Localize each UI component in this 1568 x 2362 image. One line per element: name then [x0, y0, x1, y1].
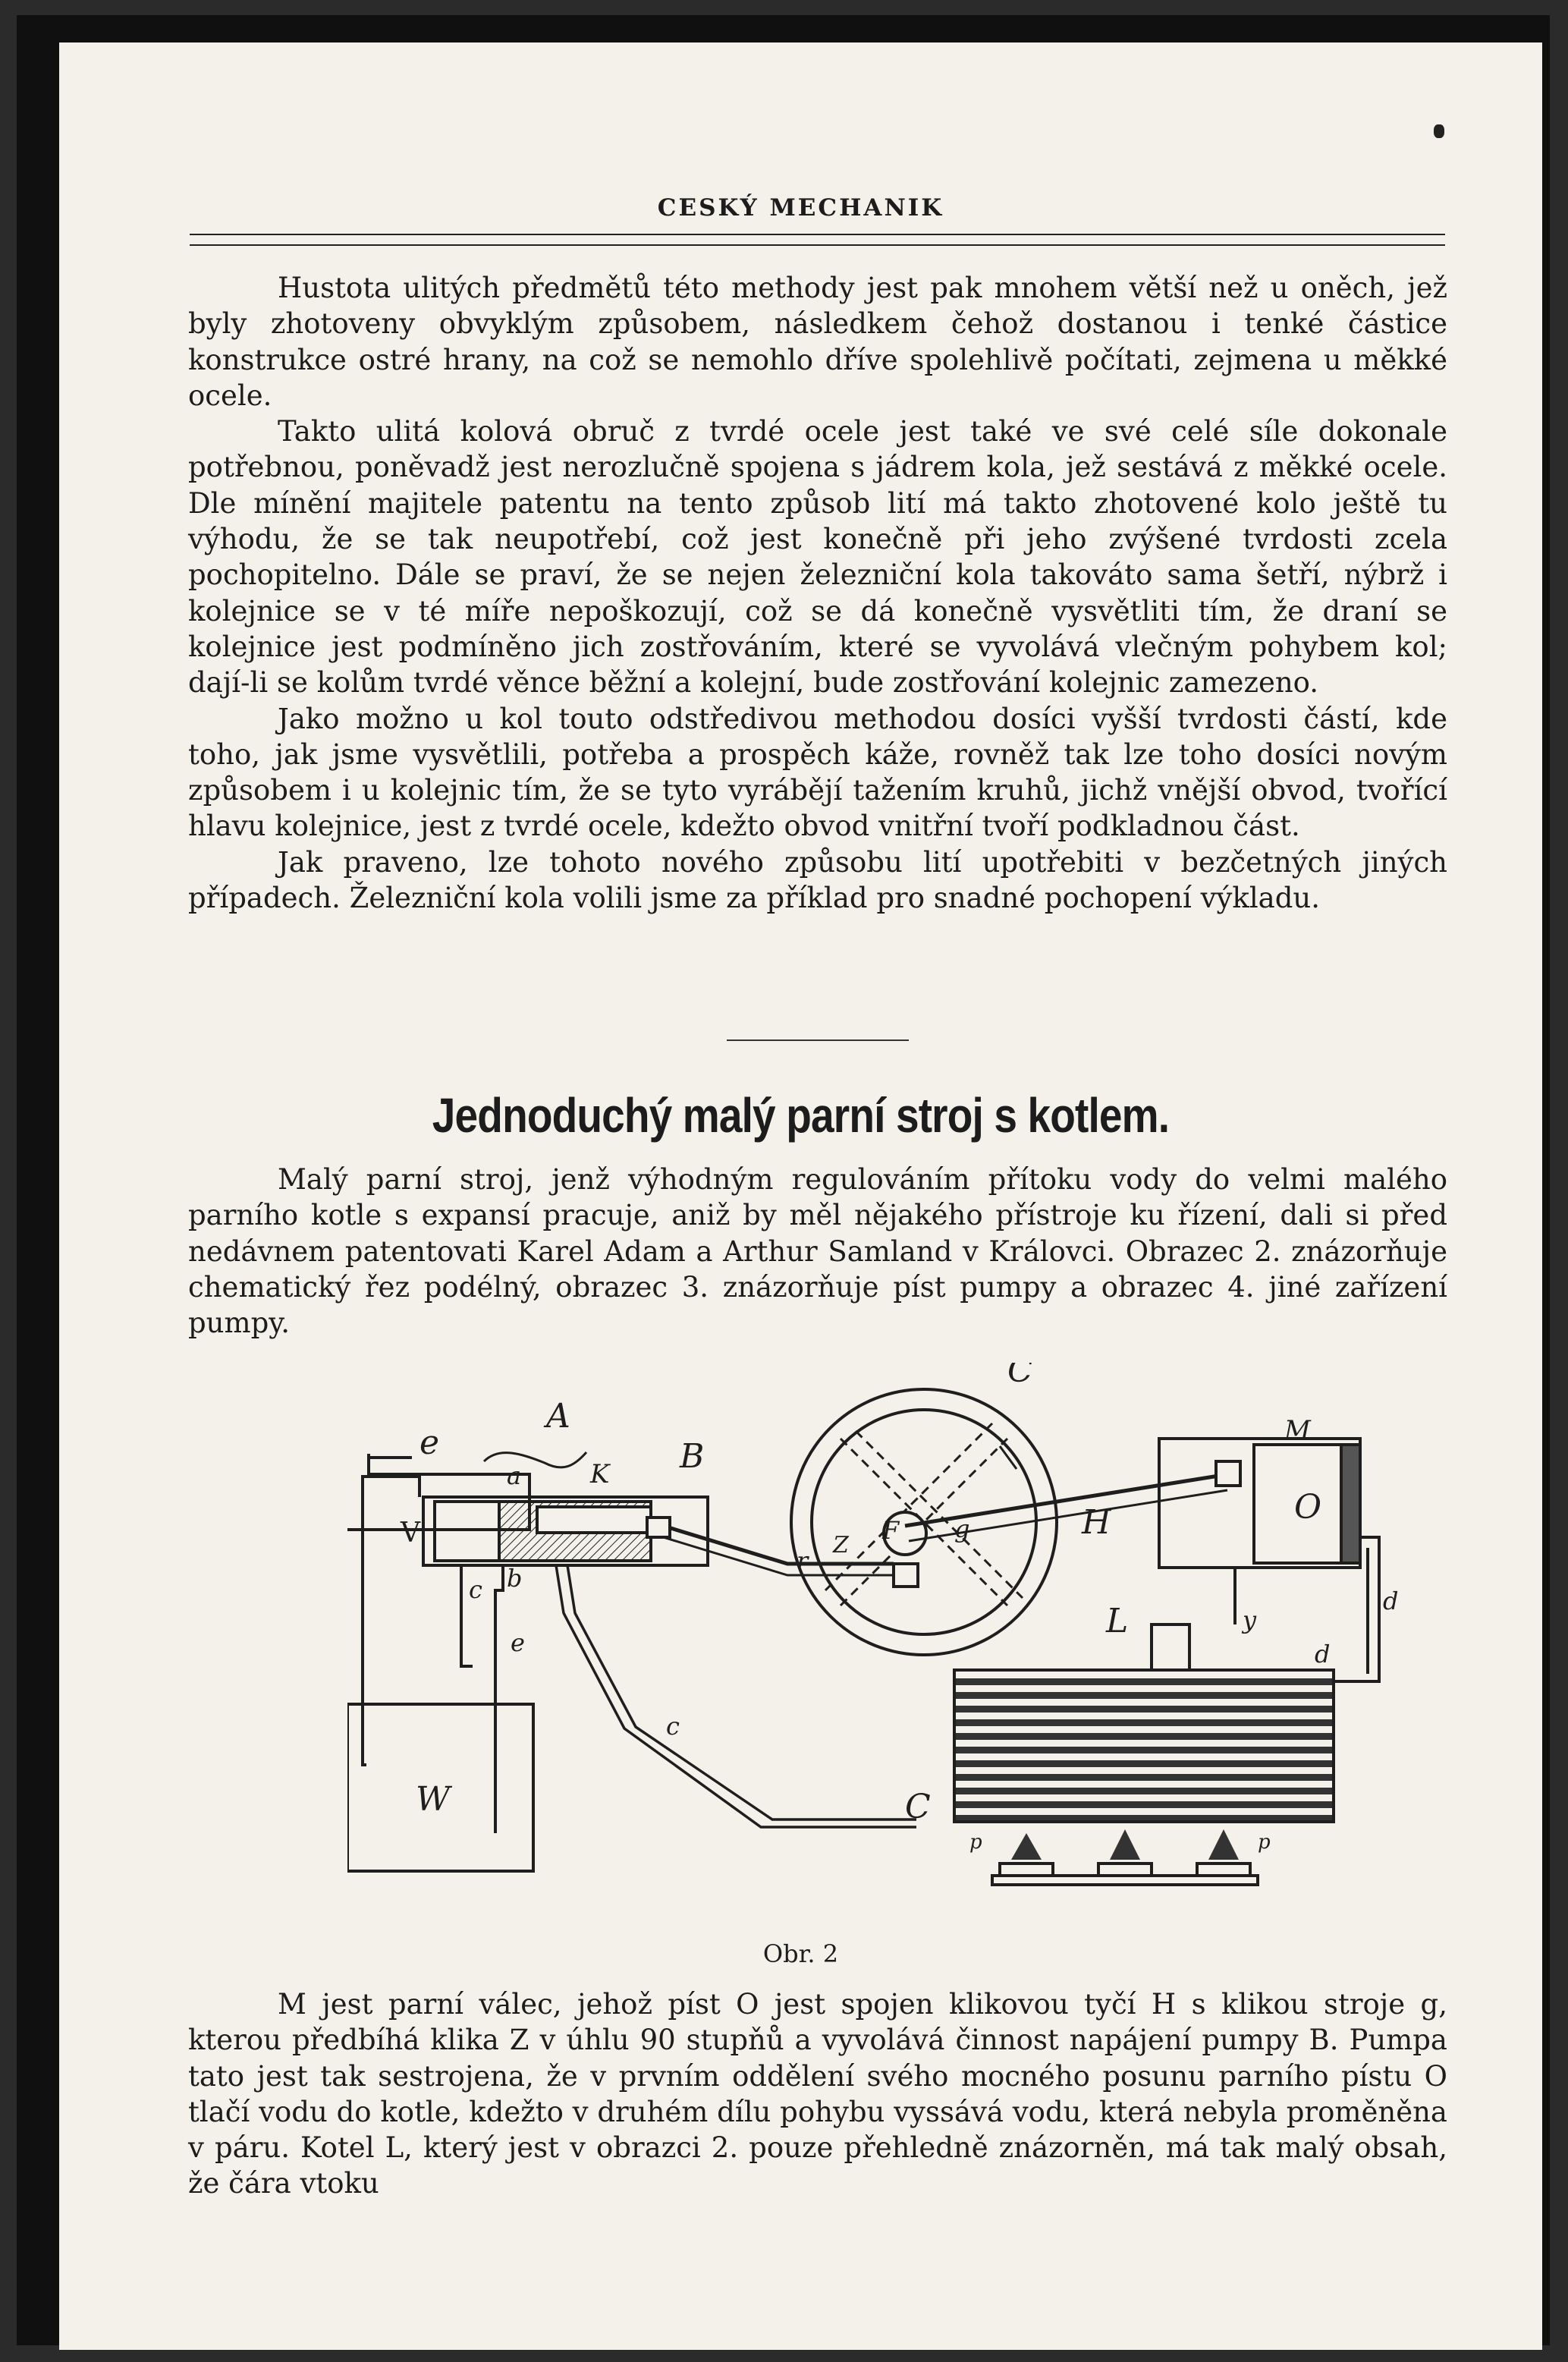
label-b-small: b: [507, 1564, 523, 1593]
ink-mark: [1434, 124, 1444, 138]
label-d2: d: [1315, 1640, 1331, 1668]
article2-intro: [188, 1162, 1447, 1341]
paragraph: Takto ulitá kolová obruč z tvrdé ocele jest také ve své celé síle dokonale potřebnou, poněvadž jest nerozlučně spojena s jádrem kola, jež sestává z měkké ocele. Dle mínění majitele patentu na tento způsob lití má takto zhotovené kolo ještě tu výhodu, že se tak neupotřebí, což jest konečně při jeho zvýšené tvrdosti zcela pochopitelno. Dále se praví, že se nejen železniční kola takováto sama šetří, nýbrž i kolejnice se v té míře nepoškozují, což se dá konečně vysvětliti tím, že draní se kolejnice jest podmíněno jich zostřováním, které se vyvolává vlečným pohybem kol; dají-li se kolům tvrdé věnce běžní a kolejní, bude zostřování kolejnic zamezeno.: [188, 415, 1447, 700]
label-f: F: [882, 1516, 900, 1545]
article1-body: [188, 270, 1447, 916]
page: [59, 42, 1542, 2350]
steam-engine-diagram: [347, 1363, 1493, 1909]
header-rule: [190, 234, 1445, 246]
label-v: V: [401, 1518, 420, 1549]
label-p-right: p: [1258, 1831, 1271, 1854]
label-c-wheel: C: [1007, 1363, 1033, 1390]
paragraph: Jak praveno, lze tohoto nového způsobu lití upotřebiti v bezčetných jiných případech. Železniční kola volili jsme za příklad pro snadné pochopení výkladu.: [188, 845, 1447, 915]
figure-caption: Obr. 2: [762, 1939, 839, 1968]
label-w: W: [416, 1780, 451, 1819]
label-c-big: C: [905, 1788, 931, 1826]
boiler-l: [954, 1670, 1334, 1822]
label-m: M: [1284, 1415, 1311, 1445]
article2-continuation: [188, 1986, 1447, 2202]
label-h: H: [1082, 1503, 1111, 1542]
label-e-top: e: [419, 1423, 440, 1462]
label-l: L: [1106, 1602, 1129, 1640]
label-y: y: [1243, 1606, 1257, 1634]
label-r: r: [797, 1546, 809, 1575]
label-b: B: [680, 1437, 705, 1476]
label-o: O: [1294, 1488, 1322, 1527]
paragraph: Jako možno u kol touto odstředivou methodou dosíci vyšší tvrdosti částí, kde toho, jak jsme vysvětlili, potřeba a prospěch káže, rovněž tak lze toho dosíci novým způsobem i u kolejnic tím, že se tyto vyrábějí tažením kruhů, jichž vnější obvod, tvořící hlavu kolejnice, jest z tvrdé ocele, kdežto obvod vnitřní tvoří podkladnou část.: [188, 702, 1447, 843]
section-divider: [727, 1039, 909, 1041]
figure-steam-engine: [347, 1363, 1493, 1909]
label-z: Z: [833, 1532, 849, 1558]
label-d: d: [1383, 1587, 1399, 1615]
label-e: e: [511, 1628, 525, 1657]
label-a-brace: A: [546, 1397, 570, 1436]
label-k: K: [590, 1459, 610, 1489]
paragraph: M jest parní válec, jehož píst O jest spojen klikovou tyčí H s klikou stroje g, kterou předbíhá klika Z v úhlu 90 stupňů a vyvolává činnost napájení pumpy B. Pumpa tato jest tak sestrojena, že v prvním oddělení svého mocného posunu parního pístu O tlačí vodu do kotle, kdežto v druhém dílu pohybu vyssává vodu, která nebyla proměněna v páru. Kotel L, který jest v obrazci 2. pouze přehledně znázorněn, má tak malý obsah, že čára vtoku: [188, 1988, 1447, 2200]
running-head: CESKÝ MECHANIK: [657, 194, 944, 222]
label-a: a: [507, 1461, 522, 1490]
article-title: Jednoduchý malý parní stroj s kotlem.: [432, 1088, 1170, 1143]
paragraph: Hustota ulitých předmětů této methody jest pak mnohem větší než u oněch, jež byly zhotoveny obvyklým způsobem, následkem čehož dostanou i tenké částice konstrukce ostré hrany, na což se nemohlo dříve spolehlivě počítati, zejmena u měkké ocele.: [188, 272, 1447, 412]
label-c: c: [469, 1575, 482, 1604]
label-p-left: p: [969, 1831, 982, 1854]
label-c-pipe: c: [666, 1712, 680, 1741]
label-g: g: [954, 1514, 970, 1543]
page-frame: [17, 15, 1550, 2345]
paragraph: Malý parní stroj, jenž výhodným regulováním přítoku vody do velmi malého parního kotle s expansí pracuje, aniž by měl nějakého přístroje ku řízení, dali si před nedávnem patentovati Karel Adam a Arthur Samland v Královci. Obrazec 2. znázorňuje chematický řez podélný, obrazec 3. znázorňuje píst pumpy a obrazec 4. jiné zařízení pumpy.: [188, 1163, 1447, 1340]
